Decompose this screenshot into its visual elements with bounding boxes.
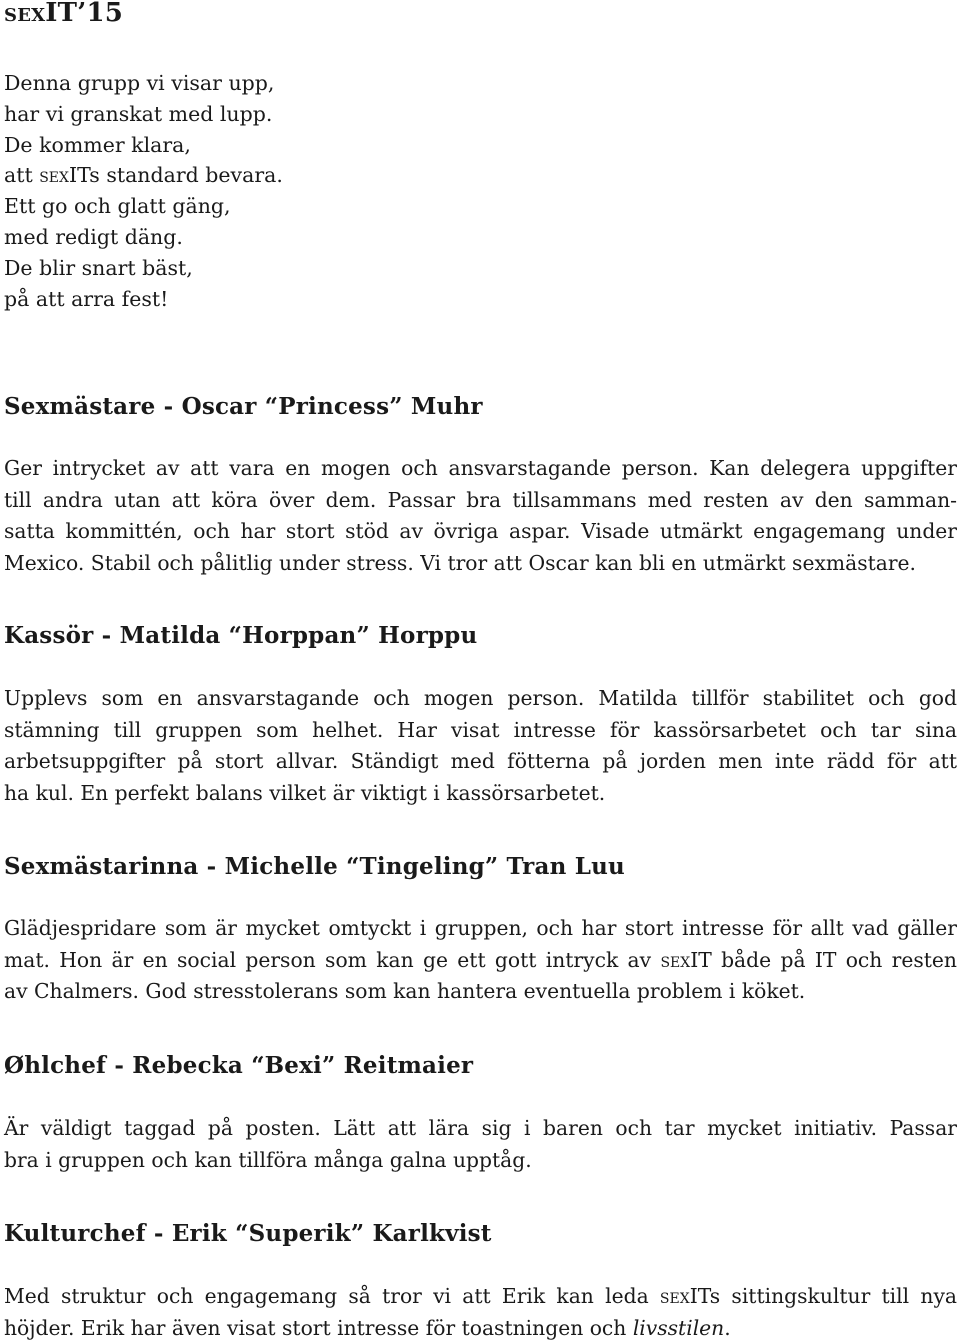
poem-line <box>4 160 283 191</box>
body-line: stämning till gruppen som helhet. Har visat intresse för kassörsarbetet och tar sina <box>4 715 957 747</box>
poem-line: Ett go och glatt gäng, <box>4 191 283 222</box>
poem-line-prefix: att <box>4 163 39 187</box>
body-line-smallcaps: sex <box>660 1284 690 1308</box>
body-line: Glädjespridare som är mycket omtyckt i gruppen, och har stort intresse för allt vad gäller <box>4 913 957 945</box>
section-heading-sexmastare: Sexmästare - Oscar “Princess” Muhr <box>4 393 483 420</box>
body-line-before: höjder. Erik har även visat stort intresse för toastningen och <box>4 1316 633 1340</box>
poem-line: har vi granskat med lupp. <box>4 99 283 130</box>
section-body-sexmastare <box>4 453 957 579</box>
body-line <box>4 1281 957 1313</box>
section-heading-ohlchef: Øhlchef - Rebecka “Bexi” Reitmaier <box>4 1052 473 1079</box>
body-line: arbetsuppgifter på stort allvar. Ständigt med fötterna på jorden men inte rädd för att <box>4 746 957 778</box>
body-line: Upplevs som en ansvarstagande och mogen person. Matilda tillför stabilitet och god <box>4 683 957 715</box>
poem-line: De blir snart bäst, <box>4 253 283 284</box>
title-smallcaps: sex <box>4 0 45 28</box>
section-heading-kassor: Kassör - Matilda “Horppan” Horppu <box>4 622 477 649</box>
body-line: Ger intrycket av att vara en mogen och ansvarstagande person. Kan delegera uppgifter <box>4 453 957 485</box>
document-title <box>4 0 123 28</box>
body-line: satta kommittén, och har stort stöd av övriga aspar. Visade utmärkt engagemang under <box>4 516 957 548</box>
poem-line: på att arra fest! <box>4 284 283 315</box>
section-body-kulturchef <box>4 1281 957 1344</box>
section-heading-kulturchef: Kulturchef - Erik “Superik” Karlkvist <box>4 1220 492 1247</box>
body-line-before: mat. Hon är en social person som kan ge ett gott intryck av <box>4 948 660 972</box>
body-line: Är väldigt taggad på posten. Lätt att lära sig i baren och tar mycket initiativ. Passar <box>4 1113 957 1145</box>
body-line-after: IT både på IT och resten <box>690 948 957 972</box>
section-body-kassor <box>4 683 957 809</box>
body-line-italic: livsstilen <box>633 1316 724 1340</box>
body-line: av Chalmers. God stresstolerans som kan hantera eventuella problem i köket. <box>4 976 957 1008</box>
body-line <box>4 945 957 977</box>
body-line-smallcaps: sex <box>660 948 690 972</box>
body-line-after: ITs sittingskultur till nya <box>690 1284 957 1308</box>
body-line: till andra utan att köra över dem. Passar bra tillsammans med resten av den samman- <box>4 485 957 517</box>
poem-line-rest: ITs standard bevara. <box>69 163 283 187</box>
poem-line: De kommer klara, <box>4 130 283 161</box>
poem-line-smallcaps: sex <box>39 163 69 187</box>
section-body-sexmastarinna <box>4 913 957 1008</box>
body-line <box>4 1313 957 1344</box>
poem-line: med redigt däng. <box>4 222 283 253</box>
title-rest: IT’15 <box>45 0 123 28</box>
body-line-before: Med struktur och engagemang så tror vi att Erik kan leda <box>4 1284 660 1308</box>
body-line-after: . <box>724 1316 730 1340</box>
body-line: Mexico. Stabil och pålitlig under stress. Vi tror att Oscar kan bli en utmärkt sexmästare. <box>4 548 957 580</box>
section-heading-sexmastarinna: Sexmästarinna - Michelle “Tingeling” Tran Luu <box>4 853 625 880</box>
body-line: ha kul. En perfekt balans vilket är viktigt i kassörsarbetet. <box>4 778 957 810</box>
body-line: bra i gruppen och kan tillföra många galna upptåg. <box>4 1145 957 1177</box>
poem <box>4 68 283 314</box>
section-body-ohlchef <box>4 1113 957 1176</box>
poem-line: Denna grupp vi visar upp, <box>4 68 283 99</box>
